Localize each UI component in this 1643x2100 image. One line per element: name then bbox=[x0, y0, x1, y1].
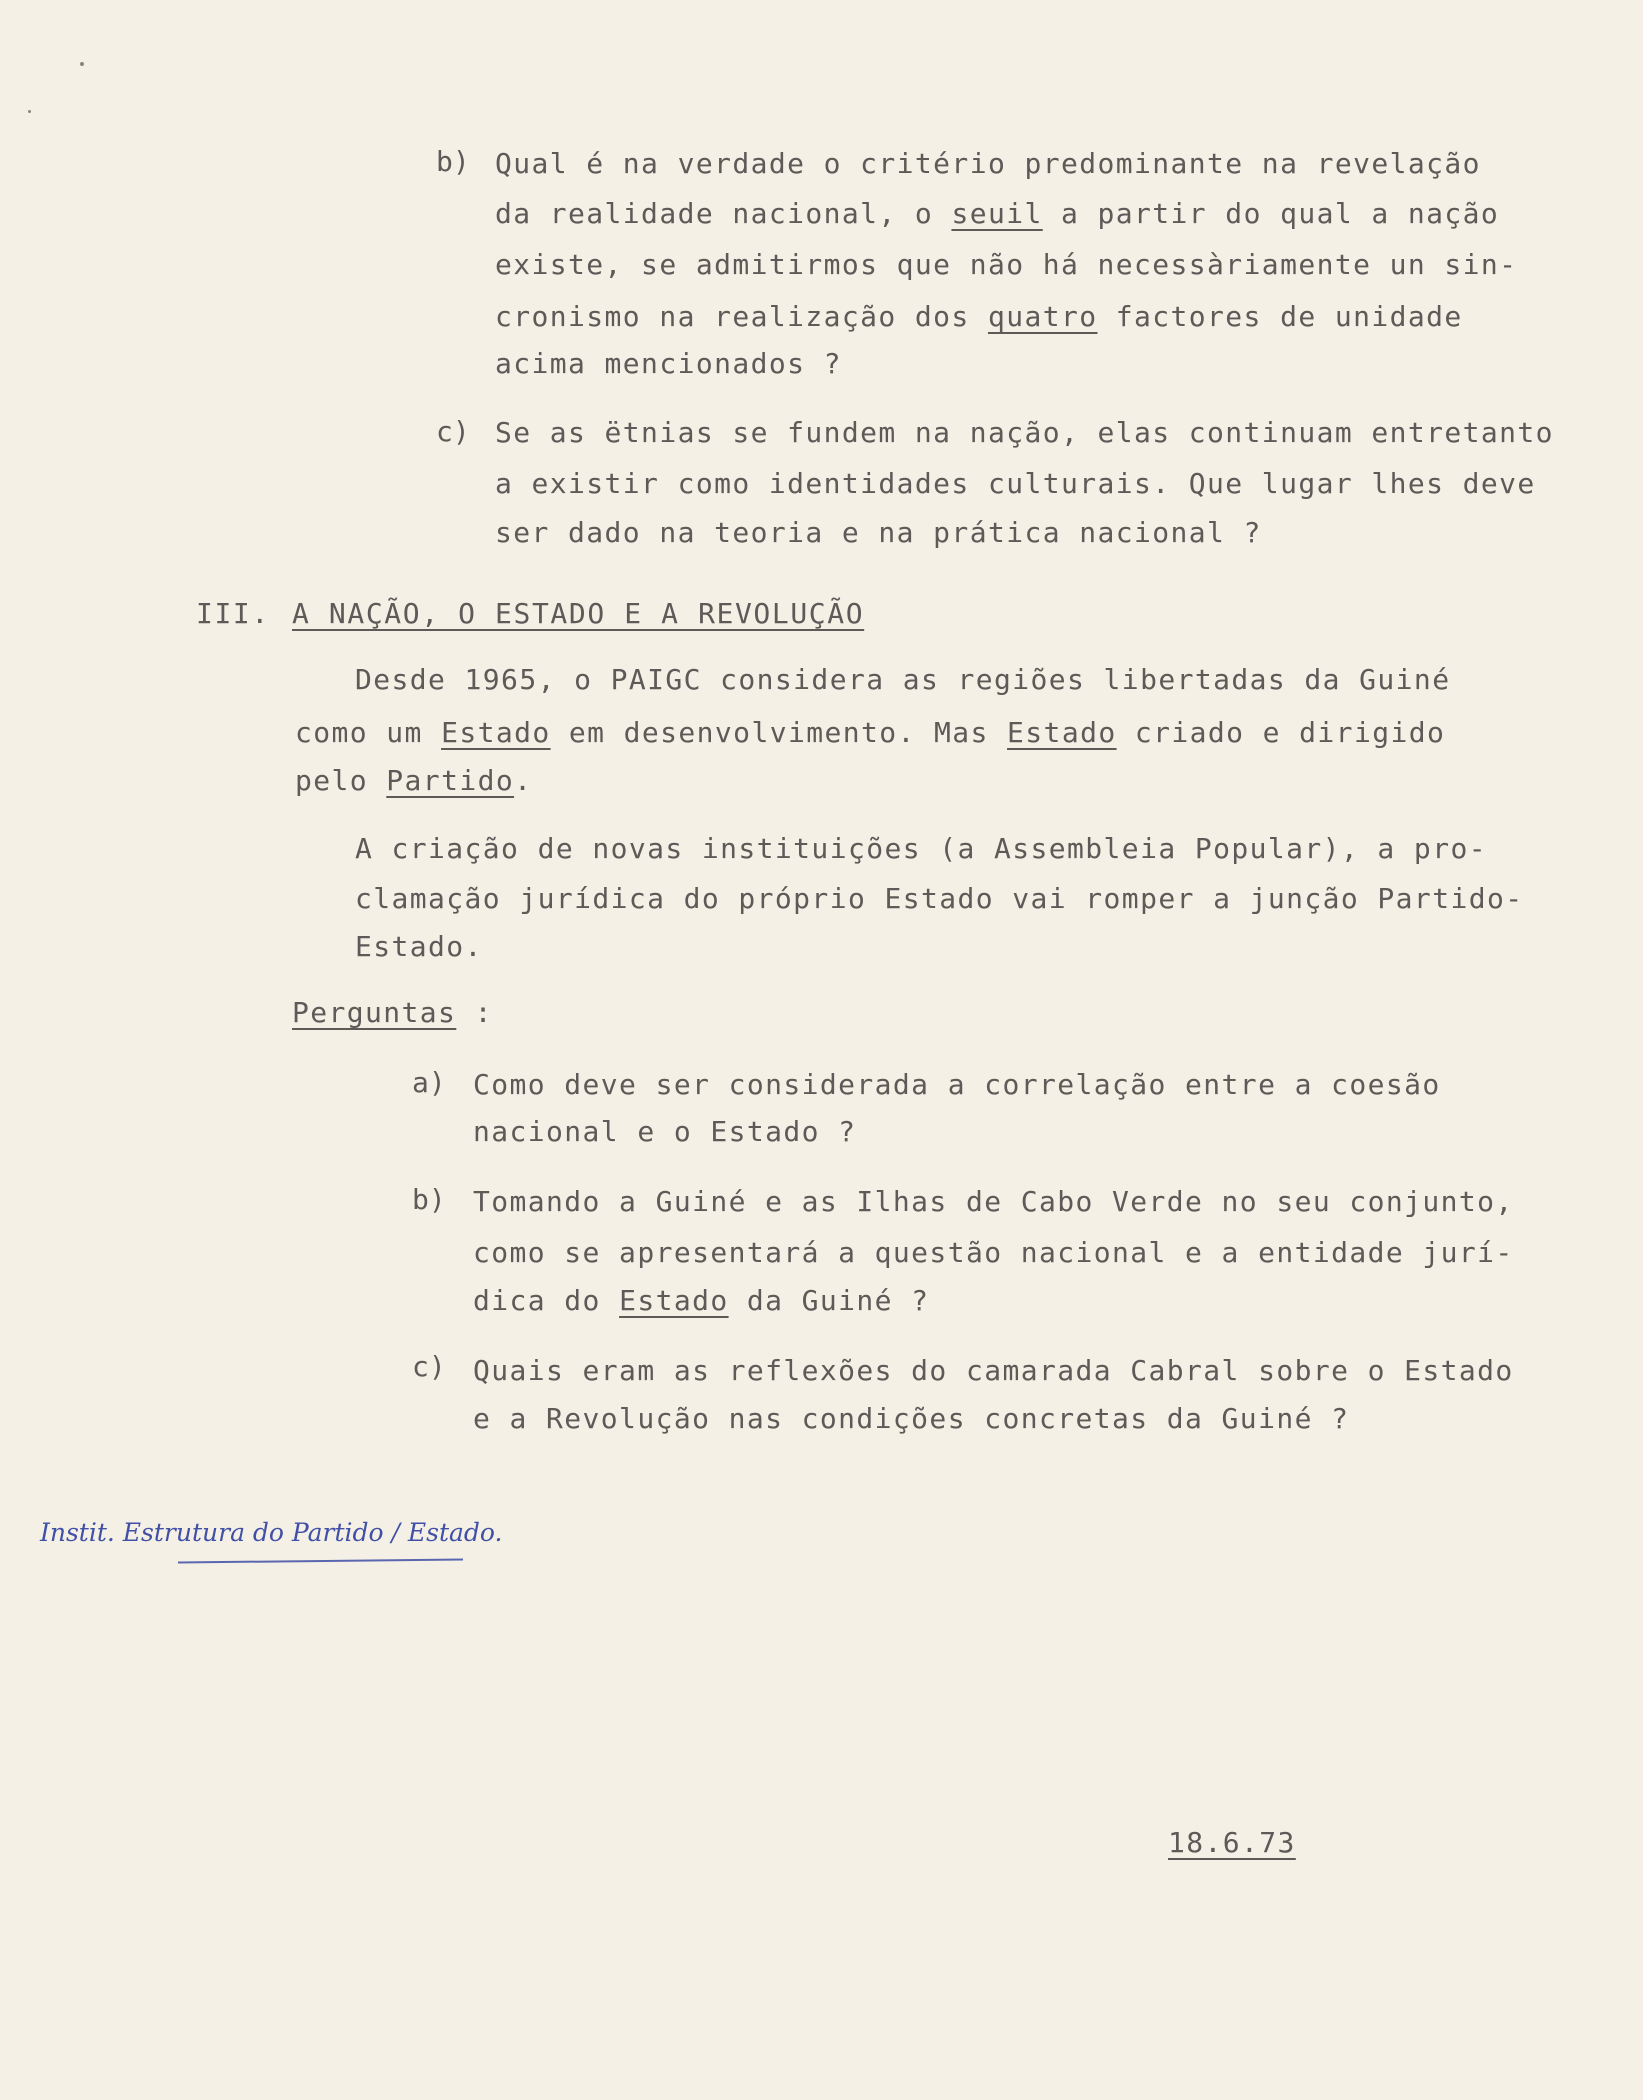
section-title: A NAÇÃO, O ESTADO E A REVOLUÇÃO bbox=[292, 597, 865, 630]
paragraph2-line-2: clamação jurídica do próprio Estado vai romper a junção Partido- bbox=[355, 882, 1524, 915]
question-b-line-5: acima mencionados ? bbox=[495, 347, 842, 380]
section-number: III. bbox=[196, 597, 270, 630]
question-b-line-1: Tomando a Guiné e as Ilhas de Cabo Verde no seu conjunto, bbox=[473, 1185, 1514, 1218]
paragraph2-line-3: Estado. bbox=[355, 930, 483, 963]
paragraph1-line-1: Desde 1965, o PAIGC considera as regiões libertadas da Guiné bbox=[355, 663, 1451, 696]
question-b-line-3: dica do Estado da Guiné ? bbox=[473, 1284, 930, 1317]
perguntas-label: Perguntas bbox=[292, 996, 457, 1029]
paper-speck bbox=[80, 62, 84, 66]
question-c-line-1: Se as ëtnias se fundem na nação, elas continuam entretanto bbox=[495, 416, 1554, 449]
question-label-b: b) bbox=[436, 145, 470, 178]
question-label-b: b) bbox=[412, 1183, 446, 1216]
question-c-line-2: e a Revolução nas condições concretas da Guiné ? bbox=[473, 1402, 1350, 1435]
question-c-line-2: a existir como identidades culturais. Que lugar lhes deve bbox=[495, 467, 1536, 500]
question-c-line-1: Quais eram as reflexões do camarada Cabral sobre o Estado bbox=[473, 1354, 1514, 1387]
question-b-line-1: Qual é na verdade o critério predominante na revelação bbox=[495, 147, 1481, 180]
question-b-line-2: da realidade nacional, o seuil a partir do qual a nação bbox=[495, 197, 1500, 230]
question-b-line-4: cronismo na realização dos quatro factores de unidade bbox=[495, 300, 1463, 333]
question-label-c: c) bbox=[412, 1350, 446, 1383]
paragraph1-line-3: pelo Partido. bbox=[295, 764, 533, 797]
paragraph1-line-2: como um Estado em desenvolvimento. Mas Estado criado e dirigido bbox=[295, 716, 1446, 749]
question-label-a: a) bbox=[412, 1066, 446, 1099]
question-label-c: c) bbox=[436, 415, 470, 448]
question-c-line-3: ser dado na teoria e na prática nacional ? bbox=[495, 516, 1262, 549]
document-date: 18.6.73 bbox=[1168, 1826, 1296, 1859]
question-a-line-1: Como deve ser considerada a correlação entre a coesão bbox=[473, 1068, 1441, 1101]
handwritten-note: Instit. Estrutura do Partido / Estado. bbox=[40, 1518, 503, 1547]
question-a-line-2: nacional e o Estado ? bbox=[473, 1115, 857, 1148]
perguntas-heading bbox=[292, 996, 493, 1030]
question-b-line-2: como se apresentará a questão nacional e a entidade jurí- bbox=[473, 1236, 1514, 1269]
perguntas-colon: : bbox=[474, 996, 493, 1029]
question-b-line-3: existe, se admitirmos que não há necessàriamente un sin- bbox=[495, 248, 1518, 281]
paragraph2-line-1: A criação de novas instituições (a Assembleia Popular), a pro- bbox=[355, 832, 1487, 865]
paper-speck bbox=[28, 110, 31, 113]
